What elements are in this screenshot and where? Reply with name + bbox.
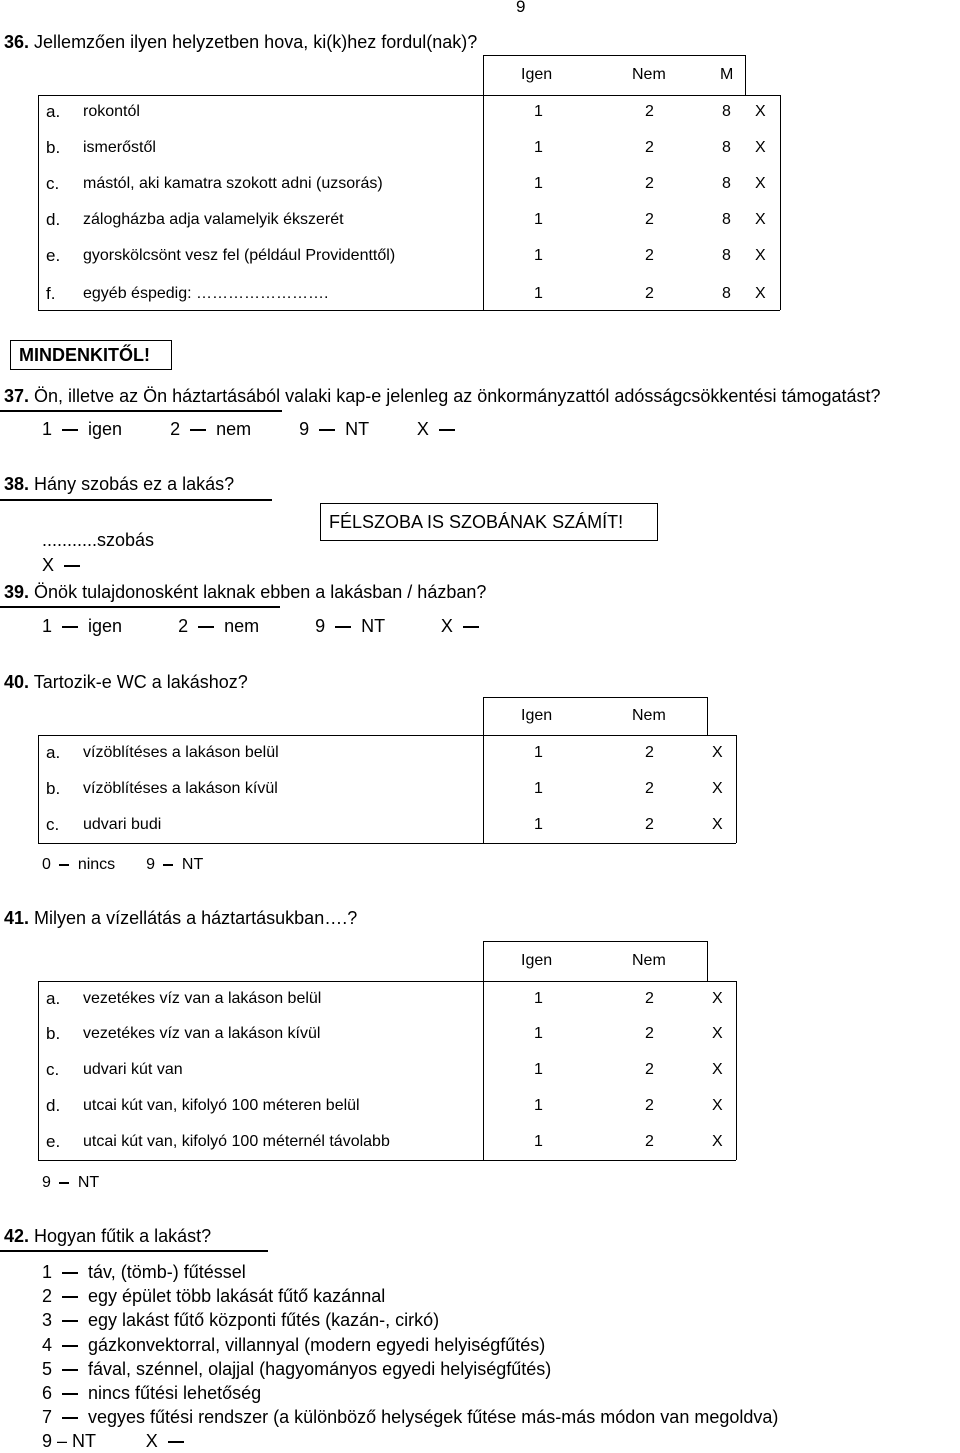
q36-row-label: gyorskölcsönt vesz fel (például Providenttől) — [83, 247, 396, 264]
q40-row-x[interactable]: X — [712, 816, 723, 833]
q36-row-igen[interactable]: 1 — [534, 285, 543, 302]
q40-row-igen[interactable]: 1 — [534, 744, 543, 761]
instruction-text: MINDENKITŐL! — [19, 345, 150, 365]
question-text: Hány szobás ez a lakás? — [34, 474, 235, 494]
option-code[interactable]: X — [145, 1431, 158, 1451]
q42-footer — [42, 1431, 194, 1452]
question-underline — [0, 410, 282, 412]
q41-row-x[interactable]: X — [712, 1025, 723, 1042]
q42-option — [42, 1262, 246, 1283]
q36-row-nem[interactable]: 2 — [645, 285, 654, 302]
option-label[interactable]: nem — [216, 419, 252, 439]
q41-row-igen[interactable]: 1 — [534, 1061, 543, 1078]
q40-row-letter: b. — [46, 779, 61, 798]
option-code[interactable]: 6 — [42, 1383, 53, 1403]
q41-row-nem[interactable]: 2 — [645, 1025, 654, 1042]
q36-row-label: ismerőstől — [83, 139, 156, 156]
q42-option — [42, 1335, 545, 1356]
option-code[interactable]: 9 — [299, 419, 310, 439]
question-number: 37. — [4, 386, 30, 406]
q40-row-letter: a. — [46, 743, 61, 762]
q41-row-label: vezetékes víz van a lakáson kívül — [83, 1025, 321, 1042]
q36-header-nem: Nem — [632, 66, 666, 83]
instruction-text: FÉLSZOBA IS SZOBÁNAK SZÁMÍT! — [329, 512, 624, 532]
q36-row-nem[interactable]: 2 — [645, 175, 654, 192]
q40-header-nem: Nem — [632, 707, 666, 724]
option-label[interactable]: nincs — [77, 856, 116, 873]
q36-row-igen[interactable]: 1 — [534, 175, 543, 192]
q36-row-letter: a. — [46, 102, 61, 121]
question-number: 39. — [4, 582, 30, 602]
question-number: 42. — [4, 1226, 30, 1246]
q36-row-x[interactable]: X — [755, 175, 766, 192]
q41-row-label: utcai kút van, kifolyó 100 méteren belül — [83, 1097, 360, 1114]
q36-row-x[interactable]: X — [755, 211, 766, 228]
question-text: Tartozik-e WC a lakáshoz? — [33, 672, 248, 692]
option-label[interactable]: egy lakást fűtő központi fűtés (kazán-, cirkó) — [88, 1310, 440, 1330]
q36-row-label: rokontól — [83, 103, 140, 120]
q41-row-label: vezetékes víz van a lakáson belül — [83, 990, 322, 1007]
question-text: Ön, illetve az Ön háztartásából valaki kap-e jelenleg az önkormányzattól adósságcsökkentési támogatást? — [34, 386, 881, 406]
option-code[interactable]: 9 — [42, 1174, 51, 1191]
q42-option — [42, 1407, 778, 1428]
question-underline — [0, 606, 280, 608]
q41-row-igen[interactable]: 1 — [534, 990, 543, 1007]
question-number: 36. — [4, 32, 30, 52]
q41-row-nem[interactable]: 2 — [645, 990, 654, 1007]
option-label[interactable]: vegyes fűtési rendszer (a különböző helységek fűtése más-más módon van megoldva) — [88, 1407, 779, 1427]
q41-row-letter: e. — [46, 1132, 61, 1151]
q36-row-x[interactable]: X — [755, 103, 766, 120]
question-41 — [4, 908, 357, 929]
q36-row-igen[interactable]: 1 — [534, 103, 543, 120]
option-code[interactable]: 2 — [170, 419, 181, 439]
question-underline — [0, 499, 272, 501]
question-40 — [4, 672, 248, 693]
q41-row-letter: d. — [46, 1096, 61, 1115]
option-label[interactable]: fával, szénnel, olajjal (hagyományos egyedi helyiségfűtés) — [88, 1359, 552, 1379]
option-code[interactable]: 2 — [42, 1286, 53, 1306]
q41-row-nem[interactable]: 2 — [645, 1133, 654, 1150]
q36-row-label: zálogházba adja valamelyik ékszerét — [83, 211, 344, 228]
question-text: Önök tulajdonosként laknak ebben a lakásban / házban? — [34, 582, 487, 602]
q40-row-x[interactable]: X — [712, 744, 723, 761]
q40-row-igen[interactable]: 1 — [534, 780, 543, 797]
option-code[interactable]: 1 — [42, 419, 53, 439]
q41-row-nem[interactable]: 2 — [645, 1097, 654, 1114]
option-code[interactable]: X — [416, 419, 429, 439]
q41-row-letter: b. — [46, 1024, 61, 1043]
option-code[interactable]: 9 — [146, 856, 155, 873]
q41-row-nem[interactable]: 2 — [645, 1061, 654, 1078]
q40-footer-options — [42, 856, 203, 874]
option-code[interactable]: 3 — [42, 1310, 53, 1330]
question-42 — [4, 1226, 211, 1247]
option-code[interactable]: 1 — [42, 1262, 53, 1282]
option-code[interactable]: 0 — [42, 856, 51, 873]
q36-row-m[interactable]: 8 — [722, 103, 731, 120]
option-label[interactable]: nincs fűtési lehetőség — [88, 1383, 262, 1403]
q42-option — [42, 1310, 439, 1331]
q36-row-x[interactable]: X — [755, 285, 766, 302]
option-label[interactable]: igen — [88, 616, 123, 636]
q40-row-nem[interactable]: 2 — [645, 816, 654, 833]
rooms-answer-field[interactable]: ...........szobás — [42, 530, 155, 550]
q42-option — [42, 1359, 551, 1380]
q36-row-nem[interactable]: 2 — [645, 103, 654, 120]
q41-row-x[interactable]: X — [712, 1133, 723, 1150]
q41-row-igen[interactable]: 1 — [534, 1097, 543, 1114]
question-37 — [4, 386, 881, 407]
q41-row-x[interactable]: X — [712, 1097, 723, 1114]
q36-row-label: egyéb éspedig: ……………………. — [83, 285, 329, 302]
q41-row-x[interactable]: X — [712, 1061, 723, 1078]
q41-row-letter: a. — [46, 989, 61, 1008]
q40-row-label: udvari budi — [83, 816, 162, 833]
q40-row-igen[interactable]: 1 — [534, 816, 543, 833]
q36-row-letter: f. — [46, 284, 56, 303]
q41-row-x[interactable]: X — [712, 990, 723, 1007]
question-text: Hogyan fűtik a lakást? — [34, 1226, 212, 1246]
q39-options — [42, 616, 489, 637]
option-label[interactable]: gázkonvektorral, villannyal (modern egyedi helyiségfűtés) — [88, 1335, 546, 1355]
option-code[interactable]: 4 — [42, 1335, 53, 1355]
q36-row-label: mástól, aki kamatra szokott adni (uzsorás) — [83, 175, 383, 192]
q40-row-label: vízöblítéses a lakáson belül — [83, 744, 279, 761]
q42-option — [42, 1286, 385, 1307]
question-text: Milyen a vízellátás a háztartásukban….? — [34, 908, 358, 928]
page-number: 9 — [516, 0, 526, 16]
option-code[interactable]: 1 — [42, 616, 53, 636]
q40-header-igen: Igen — [521, 707, 553, 724]
q41-footer-option — [42, 1174, 99, 1192]
q41-row-igen[interactable]: 1 — [534, 1025, 543, 1042]
option-code[interactable]: X — [440, 616, 453, 636]
question-number: 41. — [4, 908, 30, 928]
option-label[interactable]: NT — [345, 419, 369, 439]
instruction-box — [10, 340, 172, 370]
q36-row-igen[interactable]: 1 — [534, 139, 543, 156]
q40-row-x[interactable]: X — [712, 780, 723, 797]
instruction-box — [320, 503, 658, 541]
q36-row-letter: b. — [46, 138, 61, 157]
q36-row-letter: c. — [46, 174, 60, 193]
question-38 — [4, 474, 234, 495]
q38-x-option — [42, 555, 90, 576]
q36-row-m[interactable]: 8 — [722, 175, 731, 192]
q36-row-igen[interactable]: 1 — [534, 211, 543, 228]
option-code[interactable]: X — [42, 555, 55, 575]
q36-row-nem[interactable]: 2 — [645, 247, 654, 264]
q41-header-igen: Igen — [521, 952, 553, 969]
q36-row-letter: e. — [46, 246, 61, 265]
option-label[interactable]: NT — [361, 616, 385, 636]
q40-row-nem[interactable]: 2 — [645, 744, 654, 761]
option-code[interactable]: 9 — [315, 616, 326, 636]
q36-row-m[interactable]: 8 — [722, 211, 731, 228]
q37-options — [42, 419, 465, 440]
question-underline — [0, 1250, 268, 1252]
option-label[interactable]: igen — [88, 419, 123, 439]
option-nt[interactable]: 9 – NT — [42, 1431, 96, 1451]
q36-row-m[interactable]: 8 — [722, 247, 731, 264]
q41-row-label: utcai kút van, kifolyó 100 méternél távolabb — [83, 1133, 390, 1150]
q36-row-m[interactable]: 8 — [722, 139, 731, 156]
option-code[interactable]: 5 — [42, 1359, 53, 1379]
option-code[interactable]: 2 — [178, 616, 189, 636]
q36-row-nem[interactable]: 2 — [645, 211, 654, 228]
option-label[interactable]: nem — [224, 616, 260, 636]
q42-option — [42, 1383, 261, 1404]
q36-header-m: M — [720, 66, 734, 83]
option-label[interactable]: NT — [181, 856, 204, 873]
question-36 — [4, 32, 477, 53]
q36-row-m[interactable]: 8 — [722, 285, 731, 302]
q36-row-letter: d. — [46, 210, 61, 229]
question-number: 38. — [4, 474, 30, 494]
q36-header-igen: Igen — [521, 66, 553, 83]
question-number: 40. — [4, 672, 30, 692]
q36-row-nem[interactable]: 2 — [645, 139, 654, 156]
q40-row-nem[interactable]: 2 — [645, 780, 654, 797]
option-code[interactable]: 7 — [42, 1407, 53, 1427]
option-label[interactable]: NT — [77, 1174, 100, 1191]
question-39 — [4, 582, 486, 603]
q36-row-igen[interactable]: 1 — [534, 247, 543, 264]
q36-row-x[interactable]: X — [755, 139, 766, 156]
q40-row-letter: c. — [46, 815, 60, 834]
q41-row-igen[interactable]: 1 — [534, 1133, 543, 1150]
q41-row-label: udvari kút van — [83, 1061, 183, 1078]
q41-header-nem: Nem — [632, 952, 666, 969]
option-label[interactable]: egy épület több lakását fűtő kazánnal — [88, 1286, 386, 1306]
q41-row-letter: c. — [46, 1060, 60, 1079]
question-text: Jellemzően ilyen helyzetben hova, ki(k)hez fordul(nak)? — [34, 32, 478, 52]
option-label[interactable]: táv, (tömb-) fűtéssel — [88, 1262, 246, 1282]
q36-row-x[interactable]: X — [755, 247, 766, 264]
q40-row-label: vízöblítéses a lakáson kívül — [83, 780, 278, 797]
